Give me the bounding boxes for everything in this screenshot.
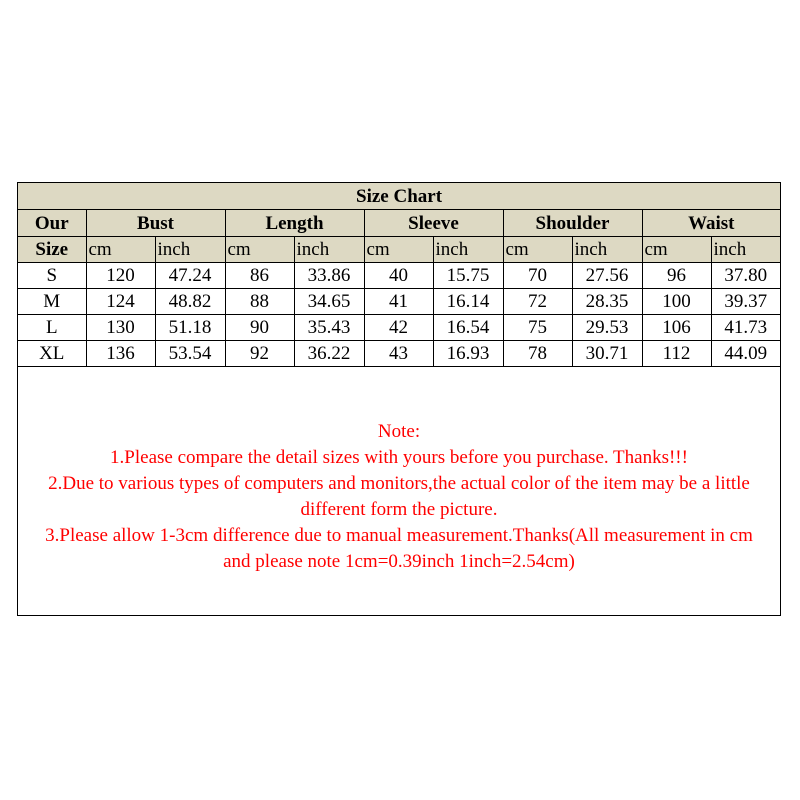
measurement-cell: 86 (225, 263, 294, 289)
our-size-label-top: Our (18, 210, 86, 237)
unit-inch: inch (711, 237, 780, 263)
note-line: 1.Please compare the detail sizes with yours before you purchase. Thanks!!! (110, 447, 688, 468)
measurement-cell: 36.22 (294, 341, 364, 367)
measurement-cell: 33.86 (294, 263, 364, 289)
measurement-cell: 16.54 (433, 315, 503, 341)
size-cell: XL (18, 341, 86, 367)
title-row (18, 183, 780, 210)
size-cell: S (18, 263, 86, 289)
measurement-cell: 41.73 (711, 315, 780, 341)
measurement-cell: 112 (642, 341, 711, 367)
measurement-cell: 40 (364, 263, 433, 289)
group-header-row (18, 210, 780, 237)
measurement-cell: 35.43 (294, 315, 364, 341)
measurement-cell: 130 (86, 315, 155, 341)
note-line: and please note 1cm=0.39inch 1inch=2.54cm) (223, 551, 575, 572)
notes-block (18, 419, 780, 575)
group-header-sleeve: Sleeve (364, 210, 503, 237)
measurement-cell: 48.82 (155, 289, 225, 315)
measurement-cell: 16.14 (433, 289, 503, 315)
size-table (18, 183, 780, 367)
measurement-cell: 43 (364, 341, 433, 367)
note-line: different form the picture. (300, 499, 498, 520)
group-header-waist: Waist (642, 210, 780, 237)
measurement-cell: 136 (86, 341, 155, 367)
unit-cm: cm (503, 237, 572, 263)
group-header-length: Length (225, 210, 364, 237)
measurement-cell: 30.71 (572, 341, 642, 367)
size-chart (17, 182, 781, 616)
group-header-shoulder: Shoulder (503, 210, 642, 237)
measurement-cell: 53.54 (155, 341, 225, 367)
measurement-cell: 37.80 (711, 263, 780, 289)
measurement-cell: 51.18 (155, 315, 225, 341)
table-row (18, 263, 780, 289)
size-cell: L (18, 315, 86, 341)
measurement-cell: 42 (364, 315, 433, 341)
note-heading: Note: (377, 421, 421, 442)
measurement-cell: 28.35 (572, 289, 642, 315)
measurement-cell: 106 (642, 315, 711, 341)
measurement-cell: 120 (86, 263, 155, 289)
measurement-cell: 39.37 (711, 289, 780, 315)
measurement-cell: 29.53 (572, 315, 642, 341)
measurement-cell: 27.56 (572, 263, 642, 289)
note-line: 3.Please allow 1-3cm difference due to manual measurement.Thanks(All measurement in cm (45, 525, 753, 546)
measurement-cell: 96 (642, 263, 711, 289)
measurement-cell: 47.24 (155, 263, 225, 289)
table-title: Size Chart (18, 183, 780, 210)
unit-cm: cm (642, 237, 711, 263)
measurement-cell: 72 (503, 289, 572, 315)
table-row (18, 289, 780, 315)
unit-inch: inch (294, 237, 364, 263)
measurement-cell: 41 (364, 289, 433, 315)
unit-header-row (18, 237, 780, 263)
unit-inch: inch (155, 237, 225, 263)
measurement-cell: 90 (225, 315, 294, 341)
unit-cm: cm (86, 237, 155, 263)
measurement-cell: 75 (503, 315, 572, 341)
measurement-cell: 92 (225, 341, 294, 367)
unit-cm: cm (225, 237, 294, 263)
group-header-bust: Bust (86, 210, 225, 237)
measurement-cell: 70 (503, 263, 572, 289)
measurement-cell: 34.65 (294, 289, 364, 315)
measurement-cell: 100 (642, 289, 711, 315)
note-line: 2.Due to various types of computers and monitors,the actual color of the item may be a little (48, 473, 750, 494)
measurement-cell: 88 (225, 289, 294, 315)
our-size-label-bottom: Size (18, 237, 86, 263)
measurement-cell: 78 (503, 341, 572, 367)
unit-cm: cm (364, 237, 433, 263)
table-row (18, 341, 780, 367)
table-row (18, 315, 780, 341)
measurement-cell: 124 (86, 289, 155, 315)
measurement-cell: 15.75 (433, 263, 503, 289)
size-cell: M (18, 289, 86, 315)
measurement-cell: 44.09 (711, 341, 780, 367)
measurement-cell: 16.93 (433, 341, 503, 367)
unit-inch: inch (572, 237, 642, 263)
unit-inch: inch (433, 237, 503, 263)
